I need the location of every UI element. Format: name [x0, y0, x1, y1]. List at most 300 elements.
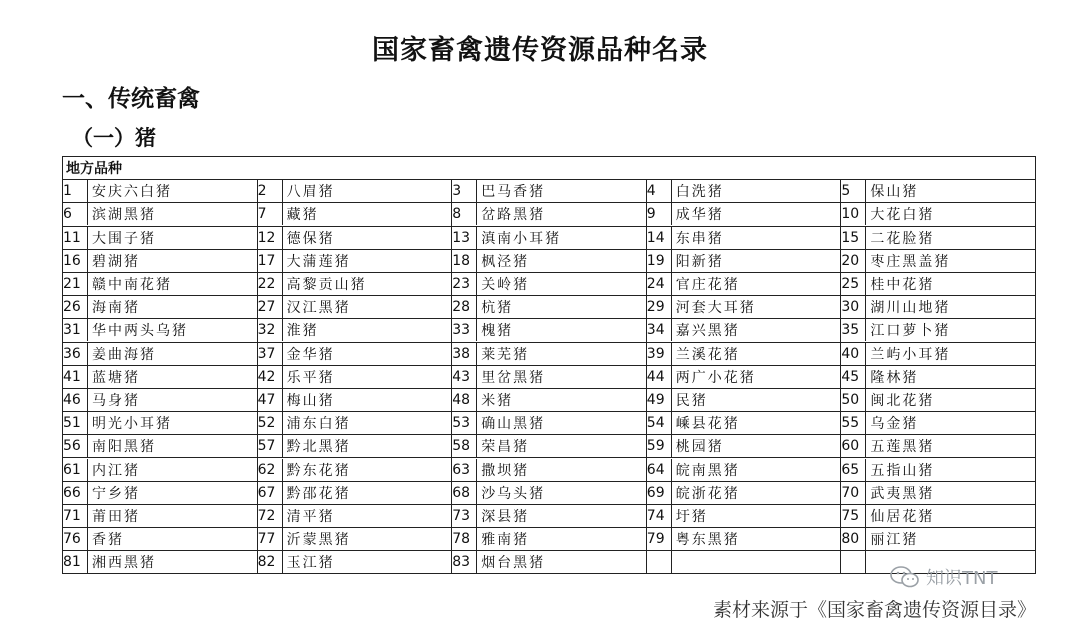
cell-divider — [87, 459, 88, 481]
cell-divider — [476, 412, 477, 434]
breed-cell — [257, 528, 452, 551]
breed-number: 18 — [452, 252, 471, 269]
breed-name: 米猪 — [481, 392, 514, 409]
breed-name: 碧湖猪 — [92, 253, 140, 270]
breed-table — [62, 156, 1036, 574]
cell-divider — [282, 227, 283, 249]
breed-number: 13 — [452, 229, 471, 246]
breed-name: 保山猪 — [870, 184, 919, 201]
breed-cell — [452, 458, 647, 481]
cell-divider — [476, 203, 477, 225]
breed-name: 大花白猪 — [870, 207, 935, 224]
breed-cell — [841, 342, 1036, 365]
breed-number: 53 — [452, 415, 471, 432]
breed-number: 60 — [841, 438, 860, 455]
breed-cell — [646, 319, 841, 342]
breed-number: 7 — [257, 206, 267, 223]
breed-cell — [646, 504, 841, 527]
breed-name: 武夷黑猪 — [870, 485, 935, 502]
breed-number: 68 — [452, 484, 471, 501]
cell-divider — [476, 459, 477, 481]
breed-name: 大围子猪 — [92, 230, 156, 247]
cell-divider — [865, 319, 866, 341]
breed-number: 34 — [646, 322, 665, 339]
breed-name: 皖南黑猪 — [675, 462, 740, 479]
breed-name: 巴马香猪 — [481, 184, 546, 201]
breed-name: 桃园猪 — [675, 439, 724, 456]
breed-name: 乐平猪 — [286, 369, 335, 386]
cell-divider — [282, 389, 283, 411]
breed-cell — [452, 435, 647, 458]
cell-divider — [87, 273, 88, 295]
breed-name: 华中两头乌猪 — [92, 323, 188, 340]
breed-name: 官庄花猪 — [675, 277, 740, 294]
table-row — [63, 435, 1036, 458]
cell-divider — [476, 551, 477, 573]
cell-divider — [671, 319, 672, 341]
cell-divider — [865, 505, 866, 527]
breed-cell — [257, 435, 452, 458]
cell-divider — [476, 343, 477, 365]
cell-divider — [476, 319, 477, 341]
breed-cell — [452, 296, 647, 319]
cell-divider — [87, 482, 88, 504]
breed-number: 27 — [257, 299, 276, 316]
cell-divider — [87, 412, 88, 434]
breed-name: 浦东白猪 — [286, 416, 351, 433]
breed-number: 5 — [841, 183, 851, 200]
breed-name: 滇南小耳猪 — [481, 230, 562, 247]
breed-number: 61 — [63, 461, 81, 478]
breed-cell — [63, 342, 258, 365]
breed-name: 丽江猪 — [870, 532, 919, 549]
breed-name: 枫泾猪 — [481, 253, 530, 270]
breed-number: 44 — [646, 368, 665, 385]
breed-number: 75 — [841, 507, 860, 524]
breed-cell — [452, 481, 647, 504]
breed-name: 汉江黑猪 — [286, 300, 351, 317]
breed-cell — [63, 504, 258, 527]
breed-cell — [646, 249, 841, 272]
breed-cell — [63, 528, 258, 551]
breed-cell — [841, 296, 1036, 319]
breed-number: 79 — [646, 531, 665, 548]
breed-number: 56 — [63, 438, 81, 455]
breed-name: 湖川山地猪 — [870, 300, 951, 317]
breed-cell — [63, 203, 258, 226]
breed-name: 黔邵花猪 — [286, 485, 351, 502]
cell-divider — [87, 366, 88, 388]
breed-number: 65 — [841, 461, 860, 478]
breed-cell — [841, 504, 1036, 527]
cell-divider — [865, 435, 866, 457]
breed-cell — [452, 528, 647, 551]
breed-number: 64 — [646, 461, 665, 478]
breed-name: 里岔黑猪 — [481, 369, 546, 386]
breed-cell — [452, 319, 647, 342]
table-row — [63, 272, 1036, 295]
breed-cell — [63, 481, 258, 504]
breed-name: 槐猪 — [481, 323, 514, 340]
breed-cell — [452, 249, 647, 272]
breed-cell — [257, 203, 452, 226]
breed-cell — [63, 458, 258, 481]
breed-number: 25 — [841, 276, 860, 293]
cell-divider — [671, 250, 672, 272]
breed-cell — [452, 388, 647, 411]
breed-name: 高黎贡山猪 — [286, 277, 367, 294]
breed-name: 岔路黑猪 — [481, 207, 546, 224]
breed-name: 五莲黑猪 — [870, 439, 935, 456]
breed-number: 16 — [63, 252, 81, 269]
breed-cell — [452, 365, 647, 388]
cell-divider — [671, 273, 672, 295]
breed-cell — [452, 504, 647, 527]
breed-name: 滨湖黑猪 — [92, 207, 156, 224]
breed-cell — [257, 365, 452, 388]
breed-number: 66 — [63, 484, 81, 501]
breed-number: 70 — [841, 484, 860, 501]
breed-number: 42 — [257, 368, 276, 385]
breed-number: 14 — [646, 229, 665, 246]
breed-number: 28 — [452, 299, 471, 316]
table-row — [63, 203, 1036, 226]
breed-number: 48 — [452, 391, 471, 408]
breed-cell — [841, 272, 1036, 295]
breed-name: 桂中花猪 — [870, 277, 935, 294]
breed-cell — [841, 319, 1036, 342]
breed-cell — [646, 180, 841, 203]
cell-divider — [87, 551, 88, 573]
cell-divider — [671, 482, 672, 504]
breed-name: 湘西黑猪 — [92, 555, 156, 572]
breed-number: 50 — [841, 391, 860, 408]
breed-number: 23 — [452, 276, 471, 293]
breed-number: 51 — [63, 415, 81, 432]
breed-number: 52 — [257, 415, 276, 432]
breed-name: 二花脸猪 — [870, 230, 935, 247]
subsection-heading: （一）猪 — [72, 126, 156, 150]
breed-cell — [257, 249, 452, 272]
breed-name: 五指山猪 — [870, 462, 935, 479]
cell-divider — [671, 412, 672, 434]
breed-cell — [646, 458, 841, 481]
cell-divider — [671, 203, 672, 225]
breed-name: 兰溪花猪 — [675, 346, 740, 363]
breed-name: 河套大耳猪 — [675, 300, 756, 317]
breed-number: 63 — [452, 461, 471, 478]
breed-cell — [646, 551, 841, 574]
breed-name: 马身猪 — [92, 392, 140, 409]
cell-divider — [865, 273, 866, 295]
breed-cell — [841, 180, 1036, 203]
cell-divider — [865, 366, 866, 388]
cell-divider — [282, 435, 283, 457]
breed-number: 19 — [646, 252, 665, 269]
breed-number: 69 — [646, 484, 665, 501]
breed-name: 金华猪 — [286, 346, 335, 363]
breed-name: 德保猪 — [286, 230, 335, 247]
breed-number: 4 — [646, 183, 656, 200]
cell-divider — [87, 505, 88, 527]
breed-number: 3 — [452, 183, 462, 200]
breed-number: 81 — [63, 554, 81, 571]
breed-cell — [452, 180, 647, 203]
cell-divider — [865, 227, 866, 249]
cell-divider — [87, 389, 88, 411]
breed-cell — [452, 203, 647, 226]
breed-cell — [63, 226, 258, 249]
breed-cell — [452, 412, 647, 435]
breed-number: 20 — [841, 252, 860, 269]
breed-name: 乌金猪 — [870, 416, 919, 433]
breed-name: 莆田猪 — [92, 508, 140, 525]
cell-divider — [671, 366, 672, 388]
breed-cell — [646, 528, 841, 551]
breed-number: 9 — [646, 206, 656, 223]
breed-number: 54 — [646, 415, 665, 432]
breed-name: 黔北黑猪 — [286, 439, 351, 456]
breed-number: 62 — [257, 461, 276, 478]
table-header-row — [63, 157, 1036, 180]
breed-name: 南阳黑猪 — [92, 439, 156, 456]
cell-divider — [282, 366, 283, 388]
breed-name: 海南猪 — [92, 300, 140, 317]
breed-number: 38 — [452, 345, 471, 362]
breed-name: 嘉兴黑猪 — [675, 323, 740, 340]
breed-name: 黔东花猪 — [286, 462, 351, 479]
cell-divider — [282, 319, 283, 341]
breed-cell — [63, 388, 258, 411]
wechat-icon — [890, 566, 920, 588]
table-row — [63, 365, 1036, 388]
cell-divider — [476, 180, 477, 202]
breed-name: 民猪 — [675, 392, 708, 409]
cell-divider — [282, 273, 283, 295]
breed-cell — [63, 319, 258, 342]
breed-cell — [63, 551, 258, 574]
breed-number: 76 — [63, 531, 81, 548]
cell-divider — [476, 528, 477, 550]
watermark — [890, 564, 997, 590]
table-row — [63, 180, 1036, 203]
breed-number: 17 — [257, 252, 276, 269]
table-row — [63, 319, 1036, 342]
cell-divider — [865, 528, 866, 550]
table-header: 地方品种 — [63, 157, 1036, 180]
breed-name: 烟台黑猪 — [481, 555, 546, 572]
cell-divider — [865, 482, 866, 504]
breed-number: 21 — [63, 276, 81, 293]
breed-cell — [841, 481, 1036, 504]
breed-number: 59 — [646, 438, 665, 455]
table-row — [63, 342, 1036, 365]
breed-cell — [646, 272, 841, 295]
breed-number: 40 — [841, 345, 860, 362]
breed-cell — [63, 365, 258, 388]
breed-cell — [646, 412, 841, 435]
breed-number: 11 — [63, 229, 81, 246]
breed-name: 隆林猪 — [870, 369, 919, 386]
cell-divider — [87, 180, 88, 202]
breed-number: 32 — [257, 322, 276, 339]
breed-name: 东串猪 — [675, 230, 724, 247]
breed-name: 仙居花猪 — [870, 508, 935, 525]
cell-divider — [865, 203, 866, 225]
breed-number: 33 — [452, 322, 471, 339]
breed-number: 67 — [257, 484, 276, 501]
cell-divider — [282, 551, 283, 573]
breed-number: 47 — [257, 391, 276, 408]
breed-name: 宁乡猪 — [92, 485, 140, 502]
breed-cell — [452, 551, 647, 574]
breed-cell — [257, 296, 452, 319]
breed-cell — [841, 458, 1036, 481]
breed-name: 玉江猪 — [286, 555, 335, 572]
cell-divider — [671, 505, 672, 527]
breed-name: 明光小耳猪 — [92, 416, 172, 433]
breed-name: 嵊县花猪 — [675, 416, 740, 433]
breed-number: 24 — [646, 276, 665, 293]
cell-divider — [476, 296, 477, 318]
breed-cell — [257, 180, 452, 203]
cell-divider — [476, 227, 477, 249]
table-row — [63, 412, 1036, 435]
watermark-text: 知识TNT — [926, 568, 998, 589]
table-row — [63, 458, 1036, 481]
cell-divider — [476, 250, 477, 272]
cell-divider — [671, 389, 672, 411]
cell-divider — [87, 296, 88, 318]
cell-divider — [671, 180, 672, 202]
breed-name: 皖浙花猪 — [675, 485, 740, 502]
breed-name: 荣昌猪 — [481, 439, 530, 456]
breed-name: 白洗猪 — [675, 184, 724, 201]
cell-divider — [282, 296, 283, 318]
cell-divider — [282, 203, 283, 225]
breed-cell — [646, 481, 841, 504]
breed-name: 莱芜猪 — [481, 346, 530, 363]
breed-cell — [841, 412, 1036, 435]
breed-cell — [257, 481, 452, 504]
table-row — [63, 481, 1036, 504]
breed-number: 29 — [646, 299, 665, 316]
breed-name: 确山黑猪 — [481, 416, 546, 433]
breed-name: 赣中南花猪 — [92, 277, 172, 294]
breed-cell — [257, 458, 452, 481]
breed-name: 关岭猪 — [481, 277, 530, 294]
breed-cell — [646, 342, 841, 365]
breed-cell — [452, 342, 647, 365]
breed-number: 1 — [63, 183, 72, 200]
breed-number: 72 — [257, 507, 276, 524]
breed-number: 12 — [257, 229, 276, 246]
cell-divider — [282, 482, 283, 504]
breed-name: 藏猪 — [286, 207, 319, 224]
breed-cell — [63, 180, 258, 203]
breed-cell — [257, 412, 452, 435]
table-row — [63, 528, 1036, 551]
breed-number: 78 — [452, 531, 471, 548]
breed-number: 8 — [452, 206, 462, 223]
cell-divider — [865, 180, 866, 202]
breed-name: 沙乌头猪 — [481, 485, 546, 502]
table-row — [63, 504, 1036, 527]
breed-name: 清平猪 — [286, 508, 335, 525]
breed-cell — [646, 435, 841, 458]
breed-number: 6 — [63, 206, 72, 223]
breed-name: 兰屿小耳猪 — [870, 346, 951, 363]
breed-name: 大蒲莲猪 — [286, 253, 351, 270]
cell-divider — [671, 435, 672, 457]
breed-number: 36 — [63, 345, 81, 362]
breed-cell — [646, 226, 841, 249]
source-note: 素材来源于《国家畜禽遗传资源目录》 — [712, 599, 1036, 621]
breed-cell — [646, 203, 841, 226]
breed-number: 82 — [257, 554, 276, 571]
cell-divider — [282, 505, 283, 527]
cell-divider — [282, 528, 283, 550]
breed-name: 安庆六白猪 — [92, 184, 172, 201]
breed-cell — [257, 388, 452, 411]
breed-cell — [257, 551, 452, 574]
breed-number: 74 — [646, 507, 665, 524]
breed-number: 15 — [841, 229, 860, 246]
breed-cell — [257, 504, 452, 527]
breed-name: 蓝塘猪 — [92, 369, 140, 386]
cell-divider — [476, 435, 477, 457]
cell-divider — [865, 412, 866, 434]
cell-divider — [87, 319, 88, 341]
breed-number: 22 — [257, 276, 276, 293]
breed-cell — [841, 203, 1036, 226]
breed-name: 香猪 — [92, 532, 124, 549]
breed-name: 姜曲海猪 — [92, 346, 156, 363]
cell-divider — [282, 459, 283, 481]
table-row — [63, 388, 1036, 411]
cell-divider — [865, 389, 866, 411]
section-heading: 一、传统畜禽 — [62, 86, 200, 112]
document-title: 国家畜禽遗传资源品种名录 — [372, 35, 708, 66]
breed-cell — [63, 435, 258, 458]
breed-cell — [63, 272, 258, 295]
breed-cell — [257, 226, 452, 249]
cell-divider — [671, 551, 672, 573]
cell-divider — [87, 528, 88, 550]
cell-divider — [476, 482, 477, 504]
cell-divider — [476, 273, 477, 295]
breed-name: 闽北花猪 — [870, 392, 935, 409]
cell-divider — [671, 296, 672, 318]
breed-number: 55 — [841, 415, 860, 432]
cell-divider — [87, 435, 88, 457]
breed-number: 26 — [63, 299, 81, 316]
table-row — [63, 296, 1036, 319]
breed-name: 撒坝猪 — [481, 462, 530, 479]
breed-name: 江口萝卜猪 — [870, 323, 951, 340]
breed-number: 49 — [646, 391, 665, 408]
breed-name: 两广小花猪 — [675, 369, 756, 386]
breed-cell — [841, 435, 1036, 458]
breed-cell — [257, 342, 452, 365]
breed-number: 31 — [63, 322, 81, 339]
breed-name: 成华猪 — [675, 207, 724, 224]
breed-number: 35 — [841, 322, 860, 339]
breed-cell — [63, 412, 258, 435]
cell-divider — [282, 412, 283, 434]
breed-name: 深县猪 — [481, 508, 530, 525]
breed-number: 2 — [257, 183, 267, 200]
